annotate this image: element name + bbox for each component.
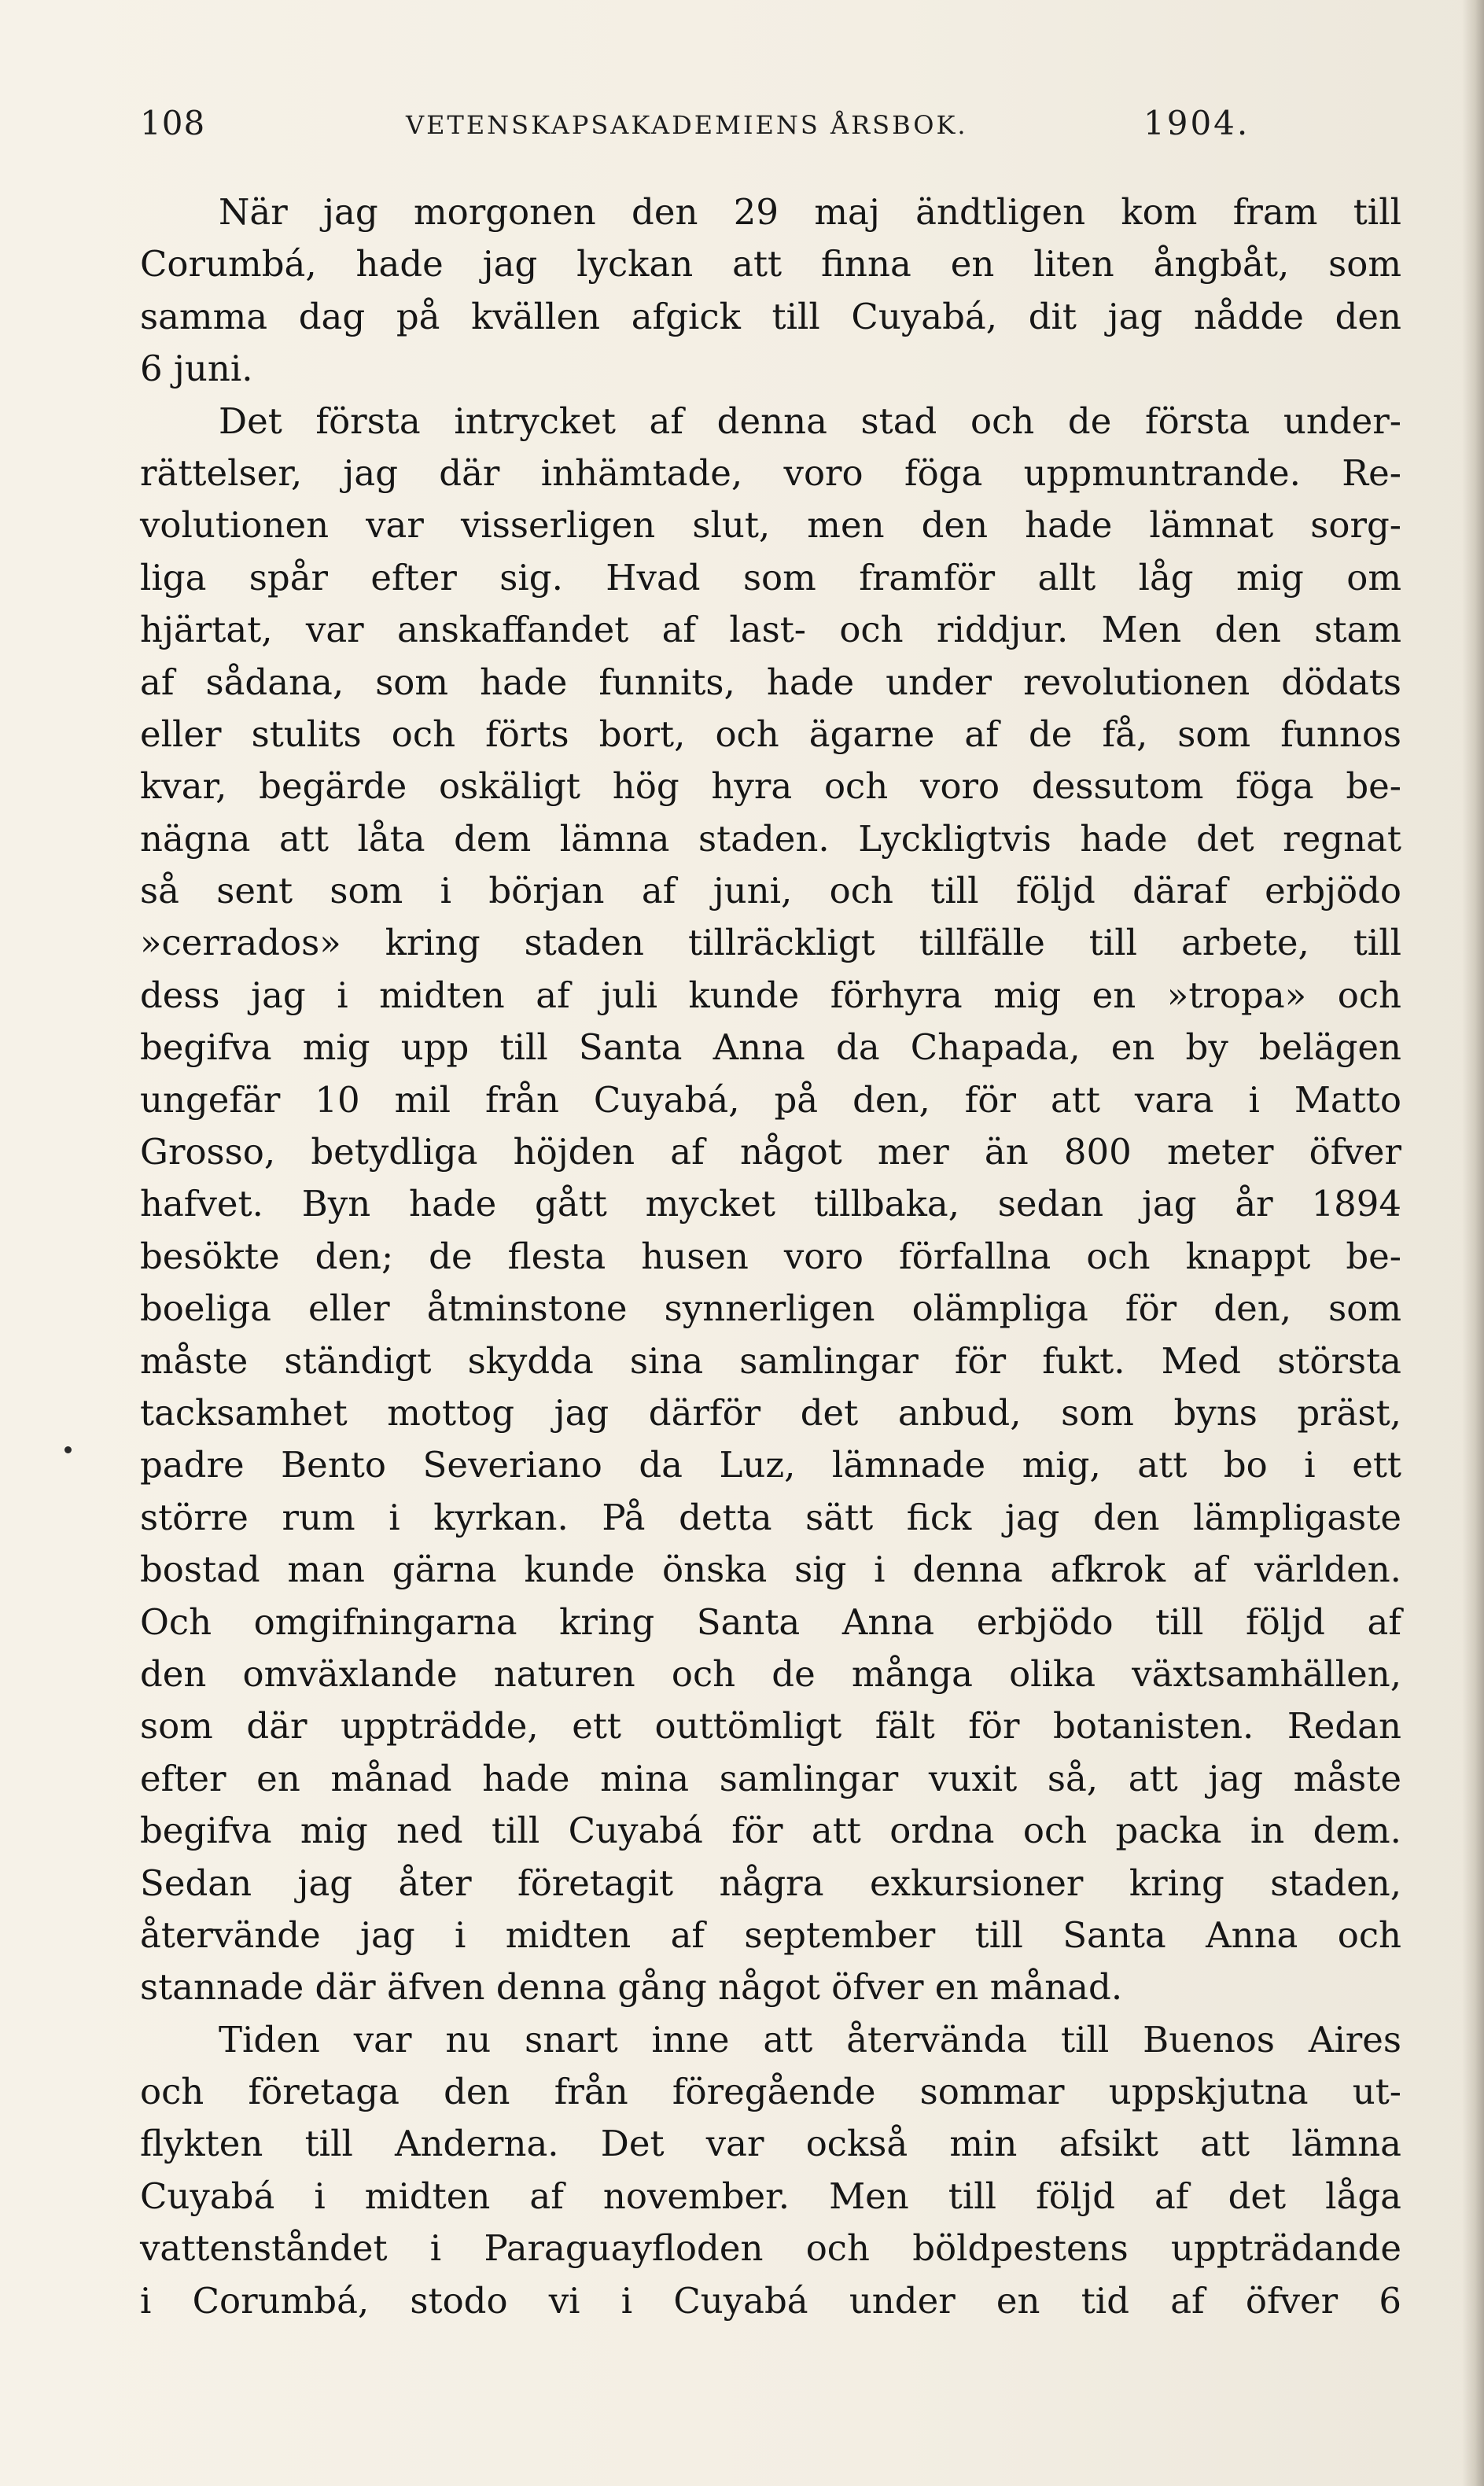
text-line: samma dag på kvällen afgick till Cuyabá, dit jag nådde den (140, 295, 1401, 337)
text-line: begifva mig ned till Cuyabá för att ordna och packa in dem. (140, 1810, 1401, 1852)
text-line: Och omgifningarna kring Santa Anna erbjödo till följd af (140, 1600, 1401, 1643)
running-header (140, 104, 1398, 154)
text-line: 6 juni. (140, 348, 253, 390)
text-line: hafvet. Byn hade gått mycket tillbaka, sedan jag år 1894 (140, 1183, 1401, 1225)
text-line: återvände jag i midten af september till Santa Anna och (140, 1913, 1401, 1956)
text-line: När jag morgonen den 29 maj ändtligen kom fram till (219, 191, 1401, 233)
header-year: 1904. (1143, 104, 1250, 142)
text-line: efter en månad hade mina samlingar vuxit så, att jag måste (140, 1757, 1401, 1799)
text-line: boeliga eller åtminstone synnerligen olämpliga för den, som (140, 1287, 1401, 1330)
text-line: eller stulits och förts bort, och ägarne af de få, som funnos (140, 713, 1401, 755)
text-line: måste ständigt skydda sina samlingar för fukt. Med största (140, 1339, 1401, 1382)
text-line: begifva mig upp till Santa Anna da Chapada, en by belägen (140, 1026, 1401, 1069)
text-line: af sådana, som hade funnits, hade under revolutionen dödats (140, 661, 1401, 703)
text-line: Cuyabá i midten af november. Men till följd af det låga (140, 2175, 1401, 2217)
text-line: nägna att låta dem lämna staden. Lyckligtvis hade det regnat (140, 817, 1401, 860)
text-line: som där uppträdde, ett outtömligt fält för botanisten. Redan (140, 1705, 1401, 1748)
text-line: Det första intrycket af denna stad och de första under- (219, 400, 1401, 442)
text-line: ungefär 10 mil från Cuyabá, på den, för att vara i Matto (140, 1078, 1401, 1121)
text-line: större rum i kyrkan. På detta sätt fick jag den lämpligaste (140, 1496, 1401, 1538)
page-edge-shadow (1462, 0, 1484, 2486)
text-line: volutionen var visserligen slut, men den hade lämnat sorg- (140, 504, 1401, 547)
text-line: Corumbá, hade jag lyckan att finna en liten ångbåt, som (140, 243, 1401, 285)
text-line: och företaga den från föregående sommar uppskjutna ut- (140, 2071, 1401, 2113)
text-line: rättelser, jag där inhämtade, voro föga uppmuntrande. Re- (140, 451, 1401, 494)
text-line: bostad man gärna kunde önska sig i denna afkrok af världen. (140, 1549, 1401, 1591)
text-line: Grosso, betydliga höjden af något mer än 800 meter öfver (140, 1131, 1401, 1173)
margin-speck (64, 1446, 72, 1453)
text-line: den omväxlande naturen och de många olika växtsamhällen, (140, 1652, 1401, 1695)
text-line: stannade där äfven denna gång något öfver en månad. (140, 1966, 1123, 2009)
text-line: flykten till Anderna. Det var också min afsikt att lämna (140, 2123, 1401, 2165)
text-line: så sent som i början af juni, och till följd däraf erbjödo (140, 870, 1401, 912)
text-line: »cerrados» kring staden tillräckligt tillfälle till arbete, till (140, 922, 1401, 964)
page-number: 108 (140, 104, 206, 142)
text-line: besökte den; de flesta husen voro förfallna och knappt be- (140, 1235, 1401, 1277)
text-line: liga spår efter sig. Hvad som framför allt låg mig om (140, 556, 1401, 598)
text-line: vattenståndet i Paraguayfloden och böldpestens uppträdande (140, 2227, 1401, 2270)
text-line: i Corumbá, stodo vi i Cuyabá under en tid af öfver 6 (140, 2279, 1401, 2322)
text-line: Sedan jag åter företagit några exkursioner kring staden, (140, 1862, 1401, 1904)
text-line: padre Bento Severiano da Luz, lämnade mig, att bo i ett (140, 1444, 1401, 1486)
running-title: VETENSKAPSAKADEMIENS ÅRSBOK. (406, 110, 968, 140)
body-text (140, 186, 1401, 2327)
text-line: Tiden var nu snart inne att återvända till Buenos Aires (219, 2018, 1401, 2061)
text-line: hjärtat, var anskaffandet af last- och riddjur. Men den stam (140, 609, 1401, 651)
text-line: tacksamhet mottog jag därför det anbud, som byns präst, (140, 1391, 1401, 1434)
text-line: dess jag i midten af juli kunde förhyra mig en »tropa» och (140, 974, 1401, 1016)
text-line: kvar, begärde oskäligt hög hyra och voro dessutom föga be- (140, 765, 1401, 808)
